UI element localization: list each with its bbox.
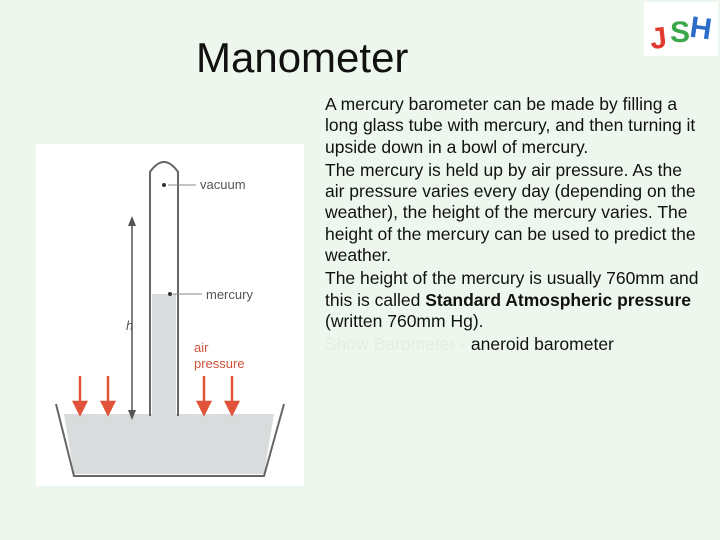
vacuum-label: vacuum — [200, 177, 246, 192]
standard-pressure-term: Standard Atmospheric pressure — [425, 289, 692, 310]
bowl-mercury — [64, 414, 274, 474]
paragraph-links — [325, 334, 703, 355]
p3-post: (written 760mm Hg). — [325, 310, 484, 331]
h-label: h — [126, 318, 134, 333]
p3-pre: The height of the mercury is usually 760mm and this is called — [325, 268, 699, 310]
pressure-label: pressure — [194, 356, 245, 371]
svg-text:S: S — [670, 16, 691, 49]
mercury-label: mercury — [206, 287, 253, 302]
jsh-logo — [644, 2, 718, 56]
tube-mercury — [152, 294, 176, 416]
barometer-diagram — [36, 144, 304, 486]
aneroid-barometer-link[interactable]: aneroid barometer — [470, 334, 614, 355]
body-text — [325, 94, 703, 358]
air-label: air — [194, 340, 209, 355]
show-barometer-link[interactable]: Show Barometer - — [325, 334, 471, 355]
svg-text:J: J — [648, 21, 669, 56]
paragraph-1: A mercury barometer can be made by filling a long glass tube with mercury, and then turning it upside down in a bowl of mercury. — [325, 94, 696, 157]
vacuum-dot — [162, 183, 166, 187]
slide-title: Manometer — [196, 34, 409, 81]
mercury-dot — [168, 292, 172, 296]
paragraph-3 — [325, 268, 703, 332]
svg-text:H: H — [687, 10, 714, 47]
paragraph-2: The mercury is held up by air pressure. As the air pressure varies every day (depending on the weather), the height of the mercury varies. The height of the mercury can be used to predict the weather. — [325, 159, 696, 266]
